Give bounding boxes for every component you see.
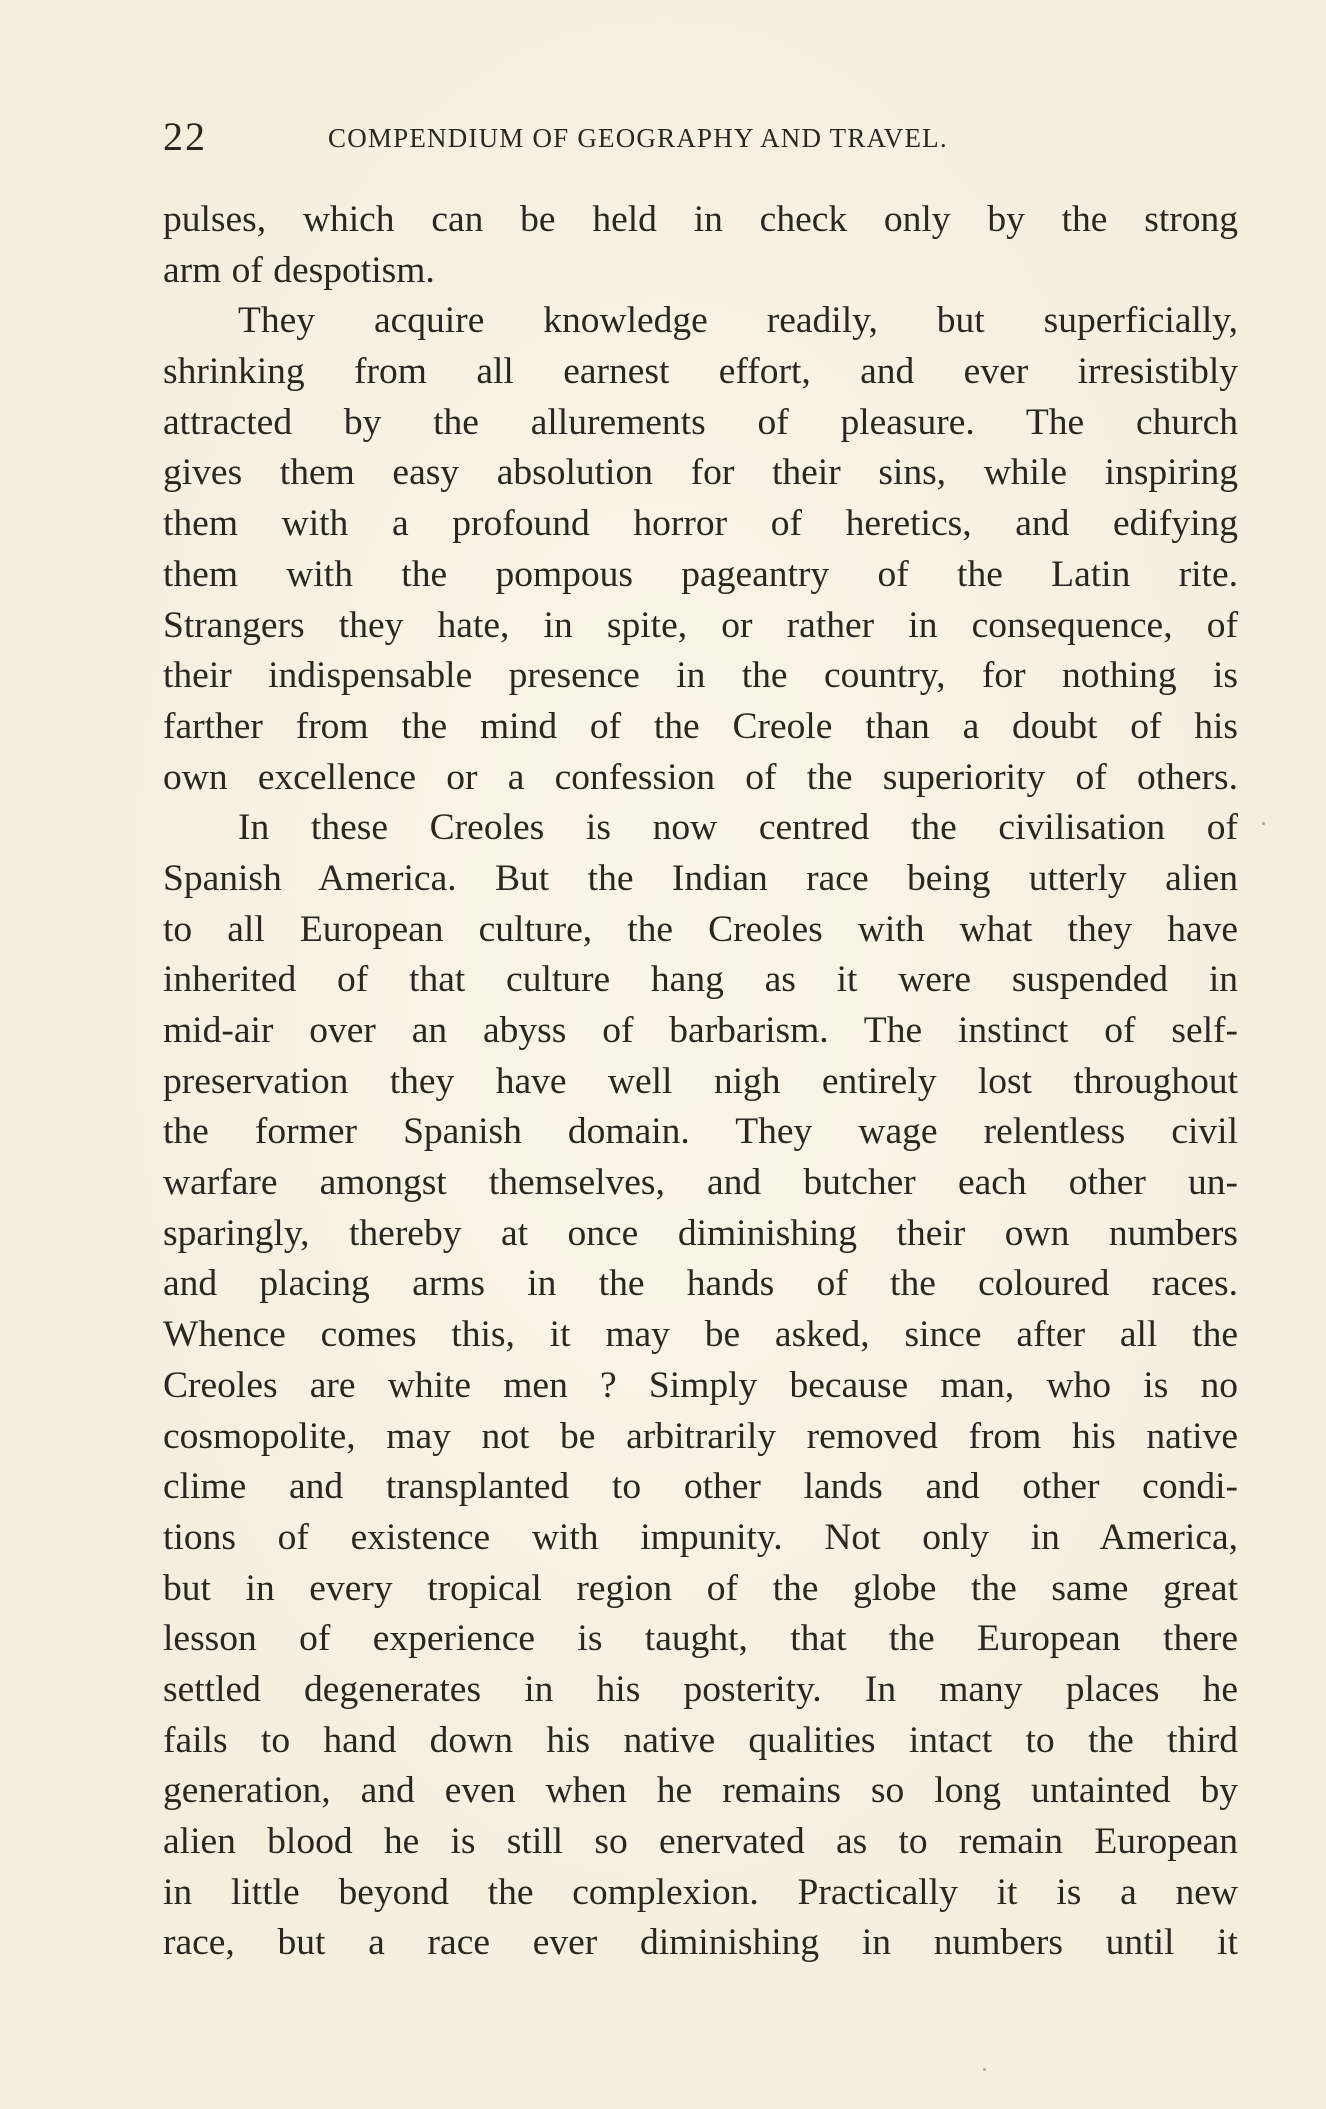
- text-line: generation, and even when he remains so long untainted by: [163, 1770, 1238, 1812]
- text-line: settled degenerates in his posterity. In many places he: [163, 1668, 1238, 1710]
- text-line: gives them easy absolution for their sins, while inspiring: [163, 452, 1238, 494]
- text-line: to all European culture, the Creoles with what they have: [163, 908, 1238, 950]
- paper-speck: [1262, 822, 1265, 825]
- body-text: [163, 195, 1238, 1969]
- text-line: own excellence or a confession of the superiority of others.: [163, 756, 1238, 798]
- text-line: them with the pompous pageantry of the Latin rite.: [163, 553, 1238, 595]
- text-line: cosmopolite, may not be arbitrarily removed from his native: [163, 1415, 1238, 1457]
- text-line: Whence comes this, it may be asked, since after all the: [163, 1314, 1238, 1356]
- text-line: in little beyond the complexion. Practically it is a new: [163, 1871, 1238, 1913]
- text-line: Creoles are white men ? Simply because man, who is no: [163, 1364, 1238, 1406]
- text-line: sparingly, thereby at once diminishing their own numbers: [163, 1212, 1238, 1254]
- running-title: COMPENDIUM OF GEOGRAPHY AND TRAVEL.: [328, 123, 948, 153]
- text-line: mid-air over an abyss of barbarism. The instinct of self-: [163, 1010, 1238, 1051]
- paragraph-first-line: In these Creoles is now centred the civilisation of: [238, 807, 1238, 849]
- paper-speck: [983, 2068, 986, 2071]
- text-line: lesson of experience is taught, that the European there: [163, 1618, 1238, 1660]
- text-line: clime and transplanted to other lands and other condi-: [163, 1466, 1238, 1508]
- text-line: attracted by the allurements of pleasure. The church: [163, 401, 1238, 443]
- text-line: arm of despotism.: [163, 249, 435, 291]
- text-line: farther from the mind of the Creole than a doubt of his: [163, 705, 1238, 747]
- page-number: 22: [163, 114, 207, 159]
- text-line: preservation they have well nigh entirely lost throughout: [163, 1060, 1238, 1102]
- text-line: and placing arms in the hands of the coloured races.: [163, 1263, 1238, 1305]
- text-line: fails to hand down his native qualities intact to the third: [163, 1719, 1238, 1761]
- text-line: the former Spanish domain. They wage relentless civil: [163, 1111, 1238, 1153]
- text-line: shrinking from all earnest effort, and ever irresistibly: [163, 351, 1238, 393]
- text-line: inherited of that culture hang as it were suspended in: [163, 959, 1238, 1001]
- text-line: tions of existence with impunity. Not only in America,: [163, 1516, 1238, 1558]
- paragraph-first-line: They acquire knowledge readily, but superficially,: [238, 300, 1238, 342]
- text-line: alien blood he is still so enervated as to remain European: [163, 1821, 1238, 1862]
- running-head: [163, 112, 1238, 162]
- text-line: warfare amongst themselves, and butcher each other un-: [163, 1162, 1238, 1204]
- text-line: them with a profound horror of heretics, and edifying: [163, 503, 1238, 545]
- text-line: their indispensable presence in the country, for nothing is: [163, 655, 1238, 697]
- text-line: pulses, which can be held in check only by the strong: [163, 199, 1238, 240]
- text-line: Strangers they hate, in spite, or rather in consequence, of: [163, 604, 1238, 646]
- text-line: race, but a race ever diminishing in numbers until it: [163, 1922, 1238, 1964]
- text-line: but in every tropical region of the globe the same great: [163, 1567, 1238, 1609]
- text-line: Spanish America. But the Indian race being utterly alien: [163, 857, 1238, 899]
